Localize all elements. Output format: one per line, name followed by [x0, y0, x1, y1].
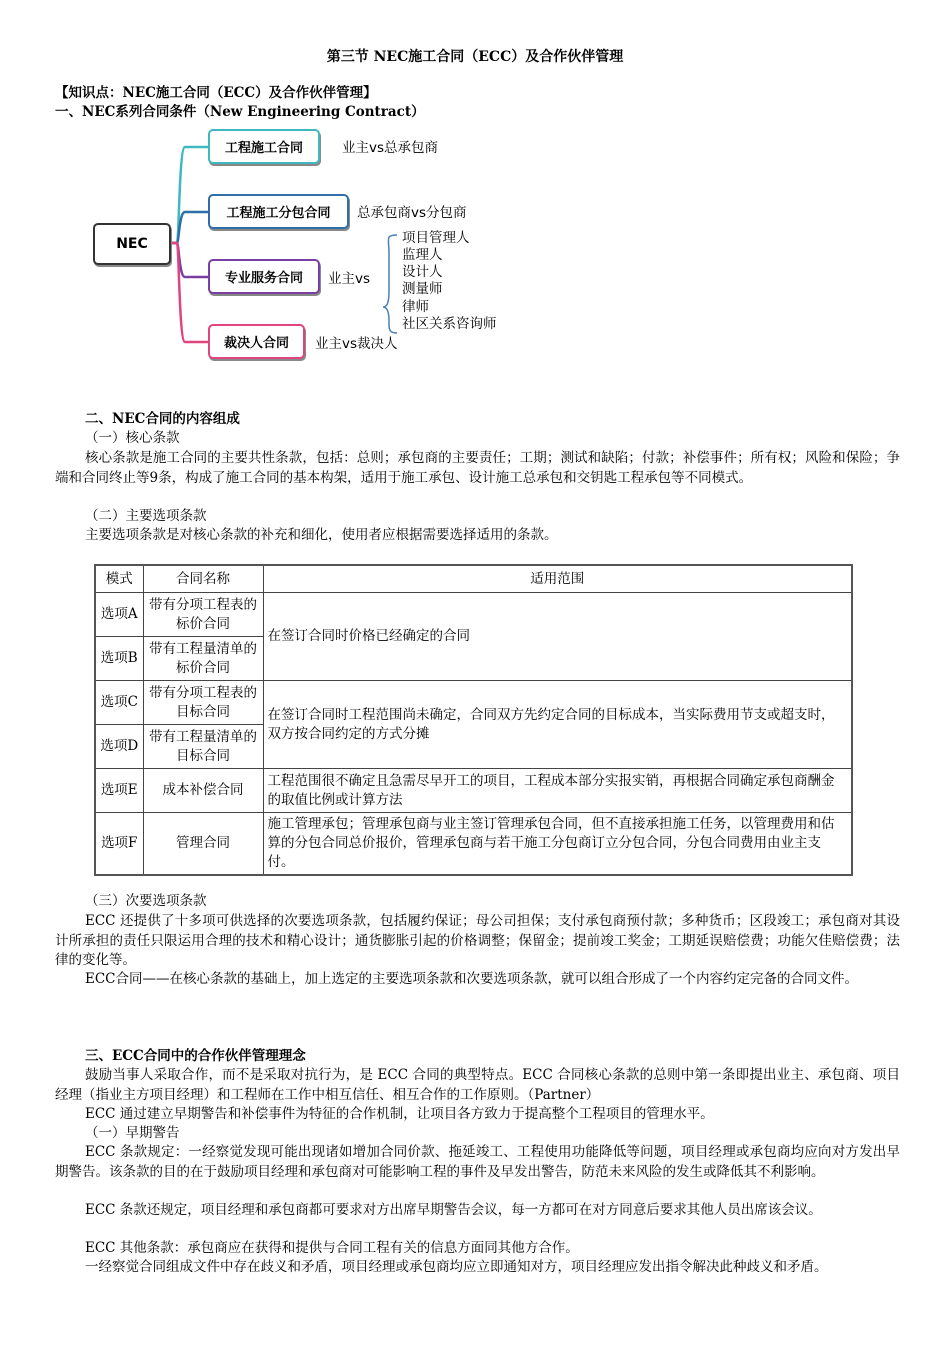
header-scope: 适用范围 — [263, 565, 852, 593]
scope-cell: 工程范围很不确定且急需尽早开工的项目，工程成本部分实报实销，再根据合同确定承包商酬金的取值比例或计算方法 — [263, 769, 852, 813]
partner-paragraph-1: 鼓励当事人采取合作，而不是采取对抗行为，是 ECC 合同的典型特点。ECC 合同核心条款的总则中第一条即提出业主、承包商、项目经理（指业主方项目经理）和工程师在工作中相互信任、相互合作的工作原则。（Partner） — [55, 1067, 900, 1103]
contract-name-cell: 带有分项工程表的目标合同 — [143, 681, 263, 725]
early-warning-paragraph-3: ECC 其他条款：承包商应在获得和提供与合同工程有关的信息方面同其他方合作。 — [85, 1240, 579, 1256]
mode-cell: 选项E — [95, 769, 143, 813]
main-options-table — [94, 564, 853, 876]
partner-paragraph-2: ECC 通过建立早期警告和补偿事件为特征的合作机制，让项目各方致力于提高整个工程项目的管理水平。 — [85, 1106, 714, 1122]
role-project-manager: 项目管理人 — [402, 230, 470, 246]
early-warning-paragraph-2: ECC 条款还规定，项目经理和承包商都可要求对方出席早期警告会议，每一方都可在对方同意后要求其他人员出席该会议。 — [85, 1202, 822, 1218]
section3-heading: 三、ECC合同中的合作伙伴管理理念 — [85, 1048, 306, 1064]
table-row — [95, 681, 852, 725]
knowledge-point: 【知识点：NEC施工合同（ECC）及合作伙伴管理】 — [55, 85, 377, 101]
contract-name-cell: 带有工程量清单的目标合同 — [143, 725, 263, 769]
branch-professional-service: 专业服务合同 — [208, 259, 320, 294]
note-owner-vs-gc: 业主vs总承包商 — [342, 140, 439, 156]
secondary-option-title: （三）次要选项条款 — [85, 893, 207, 909]
section-title: 第三节 NEC施工合同（ECC）及合作伙伴管理 — [326, 49, 624, 65]
early-warning-paragraph-1: ECC 条款规定：一经察觉发现可能出现诸如增加合同价款、拖延竣工、工程使用功能降低等问题，项目经理或承包商均应向对方发出早期警告。该条款的目的在于鼓励项目经理和承包商对可能影响工程的事件及早发出警告，防范未来风险的发生或降低其不利影响。 — [55, 1144, 900, 1180]
branch-construction-contract: 工程施工合同 — [208, 129, 320, 164]
note-gc-vs-sub: 总承包商vs分包商 — [357, 205, 467, 221]
table-row — [95, 593, 852, 637]
branch-subcontract: 工程施工分包合同 — [208, 194, 349, 229]
mode-cell: 选项A — [95, 593, 143, 637]
role-community-consultant: 社区关系咨询师 — [402, 316, 497, 332]
secondary-option-text: ECC 还提供了十多项可供选择的次要选项条款，包括履约保证；母公司担保；支付承包商预付款；多种货币；区段竣工；承包商对其设计所承担的责任只限运用合理的技术和精心设计；通货膨胀引起的价格调整；保留金；提前竣工奖金；工期延误赔偿费；功能欠佳赔偿费；法律的变化等。 — [55, 913, 900, 968]
ecc-contract-text: ECC合同——在核心条款的基础上，加上选定的主要选项条款和次要选项条款，就可以组合形成了一个内容约定完备的合同文件。 — [85, 971, 859, 987]
contract-name-cell: 管理合同 — [143, 813, 263, 876]
section1-heading: 一、NEC系列合同条件（New Engineering Contract） — [55, 104, 425, 120]
core-clause-text: 核心条款是施工合同的主要共性条款，包括：总则；承包商的主要责任；工期；测试和缺陷；付款；补偿事件；所有权；风险和保险；争端和合同终止等9条，构成了施工合同的基本构架，适用于施工承包、设计施工总承包和交钥匙工程承包等不同模式。 — [55, 450, 900, 486]
early-warning-paragraph-4: 一经察觉合同组成文件中存在歧义和矛盾，项目经理或承包商均应立即通知对方，项目经理应发出指令解决此种歧义和矛盾。 — [85, 1259, 828, 1275]
contract-name-cell: 带有工程量清单的标价合同 — [143, 637, 263, 681]
header-mode: 模式 — [95, 565, 143, 593]
core-clause-title: （一）核心条款 — [85, 430, 180, 446]
role-designer: 设计人 — [402, 264, 443, 280]
role-lawyer: 律师 — [402, 299, 429, 315]
nec-mindmap — [85, 125, 545, 365]
role-surveyor: 测量师 — [402, 281, 443, 297]
table-header-row — [95, 565, 852, 593]
mode-cell: 选项F — [95, 813, 143, 876]
main-option-title: （二）主要选项条款 — [85, 508, 207, 524]
section2-heading: 二、NEC合同的内容组成 — [85, 411, 240, 427]
header-contract-name: 合同名称 — [143, 565, 263, 593]
mode-cell: 选项B — [95, 637, 143, 681]
scope-cell: 在签订合同时价格已经确定的合同 — [263, 593, 852, 681]
early-warning-title: （一）早期警告 — [85, 1125, 180, 1141]
scope-cell: 在签订合同时工程范围尚未确定，合同双方先约定合同的目标成本，当实际费用节支或超支时，双方按合同约定的方式分摊 — [263, 681, 852, 769]
contract-name-cell: 带有分项工程表的标价合同 — [143, 593, 263, 637]
contract-name-cell: 成本补偿合同 — [143, 769, 263, 813]
table-row — [95, 813, 852, 876]
mode-cell: 选项D — [95, 725, 143, 769]
role-supervisor: 监理人 — [402, 247, 443, 263]
main-option-text: 主要选项条款是对核心条款的补充和细化，使用者应根据需要选择适用的条款。 — [85, 527, 558, 543]
table-row — [95, 769, 852, 813]
note-owner-vs-adjudicator: 业主vs裁决人 — [315, 336, 398, 352]
branch-adjudicator: 裁决人合同 — [208, 324, 305, 359]
note-owner-vs: 业主vs — [328, 271, 371, 287]
mode-cell: 选项C — [95, 681, 143, 725]
scope-cell: 施工管理承包；管理承包商与业主签订管理承包合同，但不直接承担施工任务，以管理费用和估算的分包合同总价报价，管理承包商与若干施工分包商订立分包合同，分包合同费用由业主支付。 — [263, 813, 852, 876]
mindmap-root-node: NEC — [93, 223, 171, 265]
